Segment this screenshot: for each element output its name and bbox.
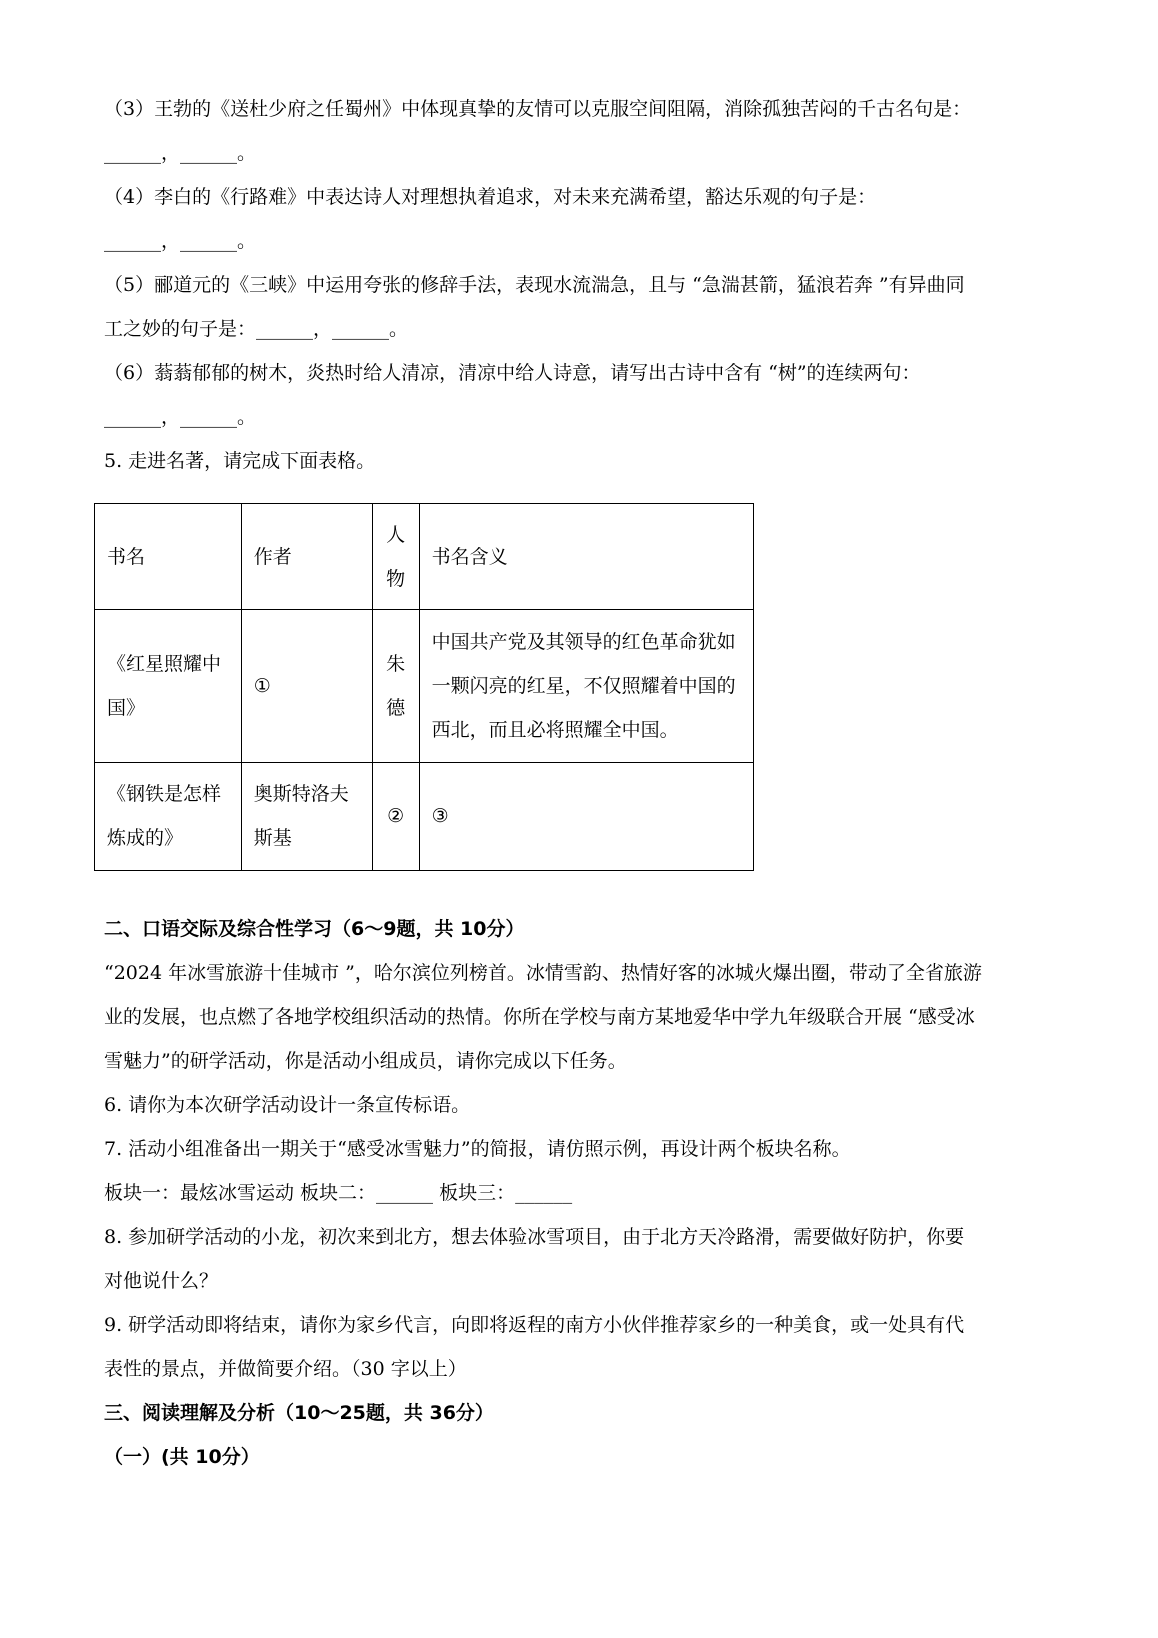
table-header-row xyxy=(95,504,754,610)
question-7-blocks: 板块一：最炫冰雪运动 板块二：______ 板块三：______ xyxy=(104,1182,573,1204)
question-4-6-prompt: （6）蓊蓊郁郁的树木，炎热时给人清凉，清凉中给人诗意，请写出古诗中含有 “树”的连续两句： xyxy=(104,362,921,384)
question-9-line: 9. 研学活动即将结束，请你为家乡代言，向即将返程的南方小伙伴推荐家乡的一种美食，或一处具有代 xyxy=(104,1314,965,1336)
header-character: 人物 xyxy=(372,504,419,610)
question-6: 6. 请你为本次研学活动设计一条宣传标语。 xyxy=(104,1094,471,1116)
section-2-heading: 二、口语交际及综合性学习（6～9题，共 10分） xyxy=(104,918,525,940)
cell-author: ① xyxy=(241,610,372,762)
question-8-line: 对他说什么？ xyxy=(104,1270,219,1292)
question-5-prompt: 5. 走进名著，请完成下面表格。 xyxy=(104,450,376,472)
section-3-subheading: （一）(共 10分） xyxy=(104,1446,260,1468)
question-4-5-answer-blank: 工之妙的句子是：______，______。 xyxy=(104,318,409,340)
question-4-3-prompt: （3）王勃的《送杜少府之任蜀州》中体现真挚的友情可以克服空间阻隔，消除孤独苦闷的千古名句是： xyxy=(104,98,972,120)
question-4-5-prompt: （5）郦道元的《三峡》中运用夸张的修辞手法，表现水流湍急，且与 “急湍甚箭，猛浪若奔 ”有异曲同 xyxy=(104,274,965,296)
cell-character: ② xyxy=(372,762,419,870)
table-row xyxy=(95,610,754,762)
header-title-meaning: 书名含义 xyxy=(419,504,753,610)
question-4-6-answer-blank: ______，______。 xyxy=(104,406,257,428)
question-7: 7. 活动小组准备出一期关于“感受冰雪魅力”的简报，请仿照示例，再设计两个板块名称。 xyxy=(104,1138,851,1160)
cell-book-title: 《钢铁是怎样炼成的》 xyxy=(95,762,242,870)
table-row xyxy=(95,762,754,870)
section-3-heading: 三、阅读理解及分析（10～25题，共 36分） xyxy=(104,1402,494,1424)
question-4-4-prompt: （4）李白的《行路难》中表达诗人对理想执着追求，对未来充满希望，豁达乐观的句子是： xyxy=(104,186,877,208)
section-2-intro-line: 雪魅力”的研学活动，你是活动小组成员，请你完成以下任务。 xyxy=(104,1050,627,1072)
cell-author: 奥斯特洛夫斯基 xyxy=(241,762,372,870)
question-4-4-answer-blank: ______，______。 xyxy=(104,230,257,252)
header-author: 作者 xyxy=(241,504,372,610)
section-2-intro-line: 业的发展，也点燃了各地学校组织活动的热情。你所在学校与南方某地爱华中学九年级联合开展 “感受冰 xyxy=(104,1006,975,1028)
question-8-line: 8. 参加研学活动的小龙，初次来到北方，想去体验冰雪项目，由于北方天冷路滑，需要做好防护，你要 xyxy=(104,1226,965,1248)
question-9-line: 表性的景点，并做简要介绍。（30 字以上） xyxy=(104,1358,467,1380)
section-2-intro-line: “2024 年冰雪旅游十佳城市 ”，哈尔滨位列榜首。冰情雪韵、热情好客的冰城火爆出圈，带动了全省旅游 xyxy=(104,962,982,984)
question-4-3-answer-blank: ______，______。 xyxy=(104,142,257,164)
cell-title-meaning: 中国共产党及其领导的红色革命犹如一颗闪亮的红星，不仅照耀着中国的西北，而且必将照耀全中国。 xyxy=(419,610,753,762)
classics-table xyxy=(94,503,754,871)
cell-character: 朱德 xyxy=(372,610,419,762)
classics-table-wrapper xyxy=(94,503,754,871)
cell-book-title: 《红星照耀中国》 xyxy=(95,610,242,762)
header-book-title: 书名 xyxy=(95,504,242,610)
cell-title-meaning: ③ xyxy=(419,762,753,870)
